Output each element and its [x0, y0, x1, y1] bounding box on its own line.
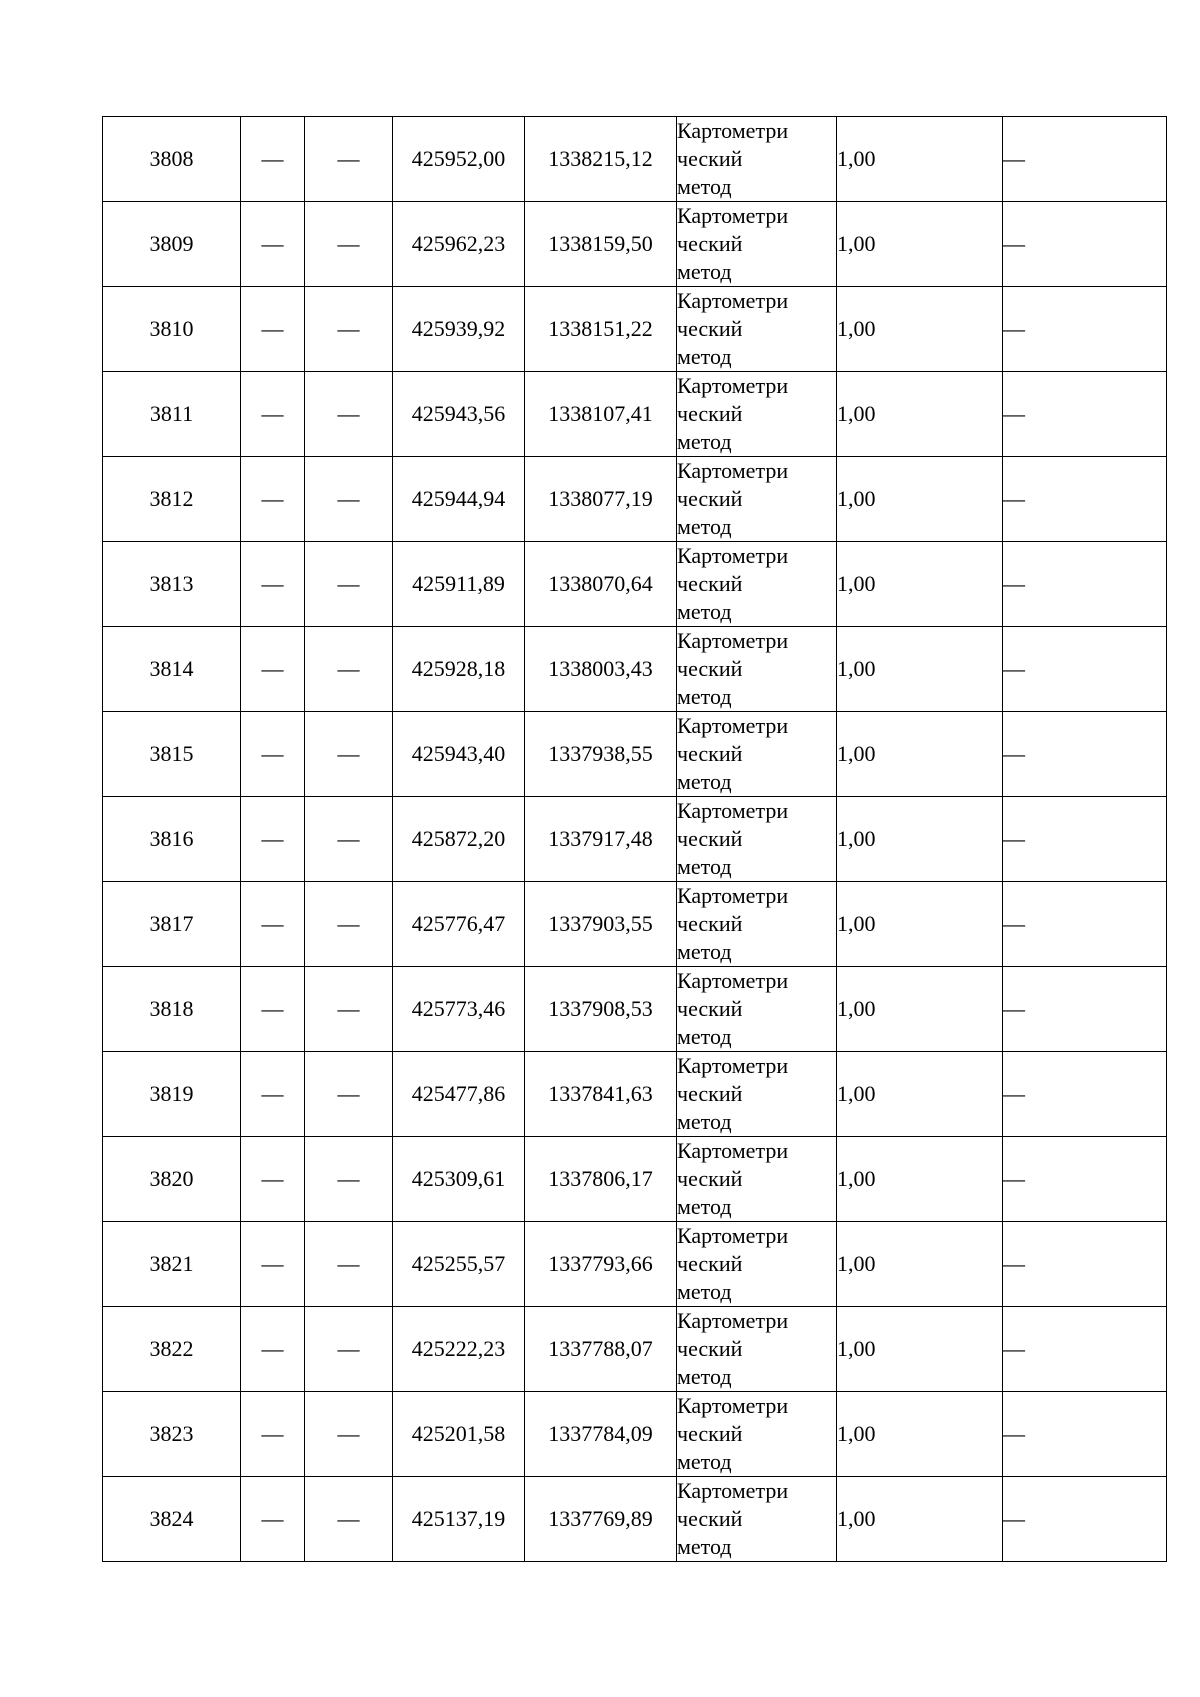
empty-value-text: — [337, 1336, 360, 1361]
y-coordinate-cell [525, 542, 677, 627]
empty-value-text: — [261, 911, 284, 936]
table-row [103, 117, 1167, 202]
empty-value-cell [1003, 1392, 1167, 1477]
empty-value-cell [1003, 1477, 1167, 1562]
x-coordinate-text: 425222,23 [411, 1336, 506, 1361]
method-text: Картометри ческий метод [677, 968, 789, 1049]
empty-value-cell [1003, 202, 1167, 287]
method-text: Картометри ческий метод [677, 713, 789, 794]
accuracy-cell [837, 967, 1003, 1052]
y-coordinate-cell [525, 1137, 677, 1222]
empty-value-text: — [1003, 401, 1025, 426]
method-cell [677, 712, 837, 797]
x-coordinate-cell [393, 1222, 525, 1307]
accuracy-cell [837, 542, 1003, 627]
empty-value-cell [1003, 117, 1167, 202]
x-coordinate-text: 425201,58 [411, 1421, 506, 1446]
empty-value-text: — [337, 741, 360, 766]
empty-value-text: — [261, 1421, 284, 1446]
y-coordinate-text: 1338107,41 [548, 401, 653, 426]
x-coordinate-text: 425911,89 [412, 571, 505, 596]
point-number-cell [103, 627, 241, 712]
empty-value-cell [1003, 882, 1167, 967]
method-cell [677, 1137, 837, 1222]
x-coordinate-text: 425952,00 [411, 146, 506, 171]
y-coordinate-cell [525, 627, 677, 712]
point-number-cell [103, 1477, 241, 1562]
table-row [103, 627, 1167, 712]
table-row [103, 1222, 1167, 1307]
empty-value-text: — [261, 1166, 284, 1191]
empty-value-cell [305, 202, 393, 287]
point-number-cell [103, 1307, 241, 1392]
empty-value-cell [1003, 967, 1167, 1052]
point-number-text: 3816 [149, 826, 194, 851]
table-row [103, 202, 1167, 287]
method-text: Картометри ческий метод [677, 1053, 789, 1134]
y-coordinate-cell [525, 1307, 677, 1392]
empty-value-text: — [337, 1081, 360, 1106]
y-coordinate-text: 1338003,43 [548, 656, 653, 681]
empty-value-cell [305, 1222, 393, 1307]
accuracy-cell [837, 882, 1003, 967]
empty-value-cell [1003, 457, 1167, 542]
x-coordinate-text: 425943,56 [411, 401, 506, 426]
point-number-text: 3824 [149, 1506, 194, 1531]
point-number-text: 3818 [149, 996, 194, 1021]
table-row [103, 287, 1167, 372]
method-cell [677, 1307, 837, 1392]
x-coordinate-cell [393, 202, 525, 287]
empty-value-text: — [261, 1081, 284, 1106]
accuracy-cell [837, 1477, 1003, 1562]
empty-value-text: — [337, 146, 360, 171]
empty-value-cell [305, 797, 393, 882]
method-cell [677, 627, 837, 712]
x-coordinate-text: 425477,86 [411, 1081, 506, 1106]
y-coordinate-text: 1338151,22 [548, 316, 653, 341]
x-coordinate-text: 425255,57 [411, 1251, 506, 1276]
empty-value-cell [1003, 1137, 1167, 1222]
empty-value-cell [305, 457, 393, 542]
y-coordinate-cell [525, 712, 677, 797]
accuracy-cell [837, 797, 1003, 882]
empty-value-text: — [337, 656, 360, 681]
table-row [103, 712, 1167, 797]
point-number-text: 3811 [149, 401, 194, 426]
accuracy-cell [837, 287, 1003, 372]
point-number-cell [103, 1392, 241, 1477]
accuracy-cell [837, 1392, 1003, 1477]
method-cell [677, 1392, 837, 1477]
empty-value-cell [1003, 1052, 1167, 1137]
empty-value-cell [241, 287, 305, 372]
x-coordinate-cell [393, 287, 525, 372]
table-body [103, 117, 1167, 1562]
accuracy-cell [837, 457, 1003, 542]
empty-value-cell [1003, 1222, 1167, 1307]
point-number-cell [103, 967, 241, 1052]
point-number-cell [103, 1052, 241, 1137]
method-cell [677, 967, 837, 1052]
point-number-text: 3814 [149, 656, 194, 681]
method-text: Картометри ческий метод [677, 1138, 789, 1219]
empty-value-cell [1003, 1307, 1167, 1392]
x-coordinate-cell [393, 1307, 525, 1392]
point-number-text: 3820 [149, 1166, 194, 1191]
accuracy-cell [837, 117, 1003, 202]
y-coordinate-cell [525, 117, 677, 202]
point-number-text: 3815 [149, 741, 194, 766]
x-coordinate-text: 425137,19 [411, 1506, 506, 1531]
empty-value-cell [305, 1477, 393, 1562]
method-text: Картометри ческий метод [677, 288, 789, 369]
empty-value-text: — [1003, 571, 1025, 596]
x-coordinate-cell [393, 797, 525, 882]
empty-value-text: — [261, 656, 284, 681]
y-coordinate-cell [525, 1477, 677, 1562]
table-row [103, 1392, 1167, 1477]
empty-value-text: — [337, 316, 360, 341]
empty-value-text: — [1003, 1336, 1025, 1361]
empty-value-text: — [337, 996, 360, 1021]
empty-value-cell [1003, 712, 1167, 797]
accuracy-cell [837, 627, 1003, 712]
empty-value-text: — [261, 1336, 284, 1361]
x-coordinate-cell [393, 967, 525, 1052]
method-cell [677, 1052, 837, 1137]
empty-value-text: — [337, 1251, 360, 1276]
empty-value-text: — [337, 401, 360, 426]
empty-value-text: — [261, 741, 284, 766]
y-coordinate-cell [525, 797, 677, 882]
point-number-cell [103, 1222, 241, 1307]
x-coordinate-text: 425309,61 [411, 1166, 506, 1191]
x-coordinate-text: 425928,18 [411, 656, 506, 681]
accuracy-text: 1,00 [837, 486, 876, 511]
empty-value-text: — [1003, 996, 1025, 1021]
empty-value-cell [1003, 542, 1167, 627]
empty-value-text: — [1003, 1251, 1025, 1276]
y-coordinate-text: 1337841,63 [548, 1081, 653, 1106]
empty-value-cell [305, 117, 393, 202]
accuracy-text: 1,00 [837, 741, 876, 766]
empty-value-cell [241, 1307, 305, 1392]
accuracy-text: 1,00 [837, 1421, 876, 1446]
empty-value-text: — [1003, 1081, 1025, 1106]
y-coordinate-text: 1337769,89 [548, 1506, 653, 1531]
coordinates-table [102, 116, 1167, 1562]
accuracy-text: 1,00 [837, 1506, 876, 1531]
accuracy-text: 1,00 [837, 571, 876, 596]
table-row [103, 967, 1167, 1052]
empty-value-cell [1003, 797, 1167, 882]
method-cell [677, 1222, 837, 1307]
method-text: Картометри ческий метод [677, 1393, 789, 1474]
empty-value-cell [241, 797, 305, 882]
x-coordinate-cell [393, 1392, 525, 1477]
method-text: Картометри ческий метод [677, 628, 789, 709]
x-coordinate-text: 425944,94 [411, 486, 506, 511]
point-number-text: 3822 [149, 1336, 194, 1361]
accuracy-cell [837, 1307, 1003, 1392]
y-coordinate-cell [525, 1222, 677, 1307]
method-text: Картометри ческий метод [677, 458, 789, 539]
point-number-cell [103, 457, 241, 542]
empty-value-cell [241, 1137, 305, 1222]
point-number-text: 3819 [149, 1081, 194, 1106]
y-coordinate-cell [525, 202, 677, 287]
x-coordinate-text: 425776,47 [411, 911, 506, 936]
empty-value-text: — [1003, 231, 1025, 256]
method-text: Картометри ческий метод [677, 1223, 789, 1304]
point-number-cell [103, 882, 241, 967]
y-coordinate-cell [525, 372, 677, 457]
method-cell [677, 287, 837, 372]
empty-value-text: — [261, 231, 284, 256]
y-coordinate-text: 1337903,55 [548, 911, 653, 936]
empty-value-cell [305, 967, 393, 1052]
x-coordinate-cell [393, 372, 525, 457]
point-number-text: 3821 [149, 1251, 194, 1276]
y-coordinate-text: 1337788,07 [548, 1336, 653, 1361]
empty-value-cell [241, 1477, 305, 1562]
empty-value-text: — [1003, 486, 1025, 511]
accuracy-text: 1,00 [837, 911, 876, 936]
y-coordinate-cell [525, 1052, 677, 1137]
accuracy-text: 1,00 [837, 996, 876, 1021]
point-number-text: 3809 [149, 231, 194, 256]
accuracy-cell [837, 1052, 1003, 1137]
point-number-text: 3810 [149, 316, 194, 341]
accuracy-text: 1,00 [837, 1081, 876, 1106]
empty-value-cell [1003, 287, 1167, 372]
empty-value-cell [241, 1052, 305, 1137]
empty-value-cell [305, 1392, 393, 1477]
x-coordinate-cell [393, 1052, 525, 1137]
point-number-text: 3812 [149, 486, 194, 511]
y-coordinate-text: 1338070,64 [548, 571, 653, 596]
y-coordinate-text: 1337806,17 [548, 1166, 653, 1191]
x-coordinate-cell [393, 627, 525, 712]
method-cell [677, 1477, 837, 1562]
table-row [103, 1307, 1167, 1392]
method-cell [677, 202, 837, 287]
table-row [103, 1137, 1167, 1222]
x-coordinate-text: 425939,92 [411, 316, 506, 341]
point-number-text: 3823 [149, 1421, 194, 1446]
empty-value-cell [241, 202, 305, 287]
empty-value-text: — [1003, 316, 1025, 341]
accuracy-cell [837, 1137, 1003, 1222]
empty-value-text: — [337, 826, 360, 851]
table-row [103, 457, 1167, 542]
empty-value-text: — [1003, 741, 1025, 766]
method-cell [677, 372, 837, 457]
empty-value-cell [241, 967, 305, 1052]
point-number-cell [103, 542, 241, 627]
point-number-text: 3817 [149, 911, 194, 936]
accuracy-text: 1,00 [837, 1336, 876, 1361]
method-text: Картометри ческий метод [677, 798, 789, 879]
empty-value-text: — [1003, 656, 1025, 681]
empty-value-text: — [261, 146, 284, 171]
empty-value-text: — [261, 316, 284, 341]
empty-value-cell [241, 1222, 305, 1307]
empty-value-text: — [1003, 911, 1025, 936]
accuracy-text: 1,00 [837, 1166, 876, 1191]
x-coordinate-cell [393, 712, 525, 797]
empty-value-cell [1003, 372, 1167, 457]
accuracy-text: 1,00 [837, 826, 876, 851]
method-text: Картометри ческий метод [677, 1478, 789, 1559]
y-coordinate-text: 1338215,12 [548, 146, 653, 171]
empty-value-cell [241, 457, 305, 542]
accuracy-text: 1,00 [837, 231, 876, 256]
method-cell [677, 542, 837, 627]
y-coordinate-text: 1338077,19 [548, 486, 653, 511]
empty-value-text: — [261, 1506, 284, 1531]
empty-value-text: — [337, 486, 360, 511]
point-number-text: 3808 [149, 146, 194, 171]
empty-value-cell [241, 1392, 305, 1477]
empty-value-cell [241, 542, 305, 627]
empty-value-cell [241, 712, 305, 797]
empty-value-text: — [337, 1421, 360, 1446]
empty-value-cell [241, 372, 305, 457]
table-row [103, 1052, 1167, 1137]
x-coordinate-cell [393, 882, 525, 967]
method-text: Картометри ческий метод [677, 543, 789, 624]
accuracy-text: 1,00 [837, 146, 876, 171]
point-number-cell [103, 287, 241, 372]
x-coordinate-cell [393, 457, 525, 542]
x-coordinate-text: 425943,40 [411, 741, 506, 766]
method-text: Картометри ческий метод [677, 1308, 789, 1389]
empty-value-cell [305, 542, 393, 627]
empty-value-cell [241, 117, 305, 202]
x-coordinate-cell [393, 542, 525, 627]
y-coordinate-text: 1337784,09 [548, 1421, 653, 1446]
empty-value-text: — [337, 231, 360, 256]
empty-value-cell [305, 882, 393, 967]
point-number-cell [103, 712, 241, 797]
empty-value-text: — [337, 911, 360, 936]
table-row [103, 542, 1167, 627]
method-text: Картометри ческий метод [677, 203, 789, 284]
empty-value-text: — [1003, 146, 1025, 171]
empty-value-text: — [337, 571, 360, 596]
empty-value-cell [305, 287, 393, 372]
empty-value-text: — [261, 1251, 284, 1276]
x-coordinate-cell [393, 1137, 525, 1222]
empty-value-text: — [261, 486, 284, 511]
empty-value-text: — [337, 1506, 360, 1531]
empty-value-text: — [261, 996, 284, 1021]
y-coordinate-text: 1338159,50 [548, 231, 653, 256]
method-text: Картометри ческий метод [677, 883, 789, 964]
table-row [103, 882, 1167, 967]
point-number-cell [103, 1137, 241, 1222]
y-coordinate-text: 1337793,66 [548, 1251, 653, 1276]
method-text: Картометри ческий метод [677, 373, 789, 454]
empty-value-text: — [337, 1166, 360, 1191]
empty-value-text: — [261, 826, 284, 851]
accuracy-cell [837, 712, 1003, 797]
method-cell [677, 882, 837, 967]
accuracy-cell [837, 372, 1003, 457]
empty-value-cell [1003, 627, 1167, 712]
empty-value-cell [305, 1307, 393, 1392]
point-number-text: 3813 [149, 571, 194, 596]
y-coordinate-text: 1337908,53 [548, 996, 653, 1021]
method-cell [677, 457, 837, 542]
table-row [103, 797, 1167, 882]
accuracy-text: 1,00 [837, 401, 876, 426]
empty-value-cell [305, 1052, 393, 1137]
empty-value-text: — [1003, 826, 1025, 851]
empty-value-cell [305, 372, 393, 457]
y-coordinate-text: 1337917,48 [548, 826, 653, 851]
table-row [103, 372, 1167, 457]
empty-value-cell [241, 627, 305, 712]
empty-value-cell [305, 712, 393, 797]
empty-value-text: — [1003, 1506, 1025, 1531]
y-coordinate-cell [525, 882, 677, 967]
x-coordinate-cell [393, 117, 525, 202]
method-text: Картометри ческий метод [677, 118, 789, 199]
x-coordinate-text: 425872,20 [411, 826, 506, 851]
method-cell [677, 117, 837, 202]
accuracy-text: 1,00 [837, 656, 876, 681]
x-coordinate-text: 425962,23 [411, 231, 506, 256]
y-coordinate-cell [525, 457, 677, 542]
x-coordinate-text: 425773,46 [411, 996, 506, 1021]
method-cell [677, 797, 837, 882]
point-number-cell [103, 797, 241, 882]
empty-value-cell [305, 627, 393, 712]
empty-value-cell [241, 882, 305, 967]
y-coordinate-cell [525, 1392, 677, 1477]
y-coordinate-text: 1337938,55 [548, 741, 653, 766]
point-number-cell [103, 202, 241, 287]
y-coordinate-cell [525, 967, 677, 1052]
accuracy-cell [837, 202, 1003, 287]
empty-value-text: — [261, 571, 284, 596]
empty-value-text: — [1003, 1166, 1025, 1191]
point-number-cell [103, 372, 241, 457]
accuracy-text: 1,00 [837, 1251, 876, 1276]
accuracy-cell [837, 1222, 1003, 1307]
point-number-cell [103, 117, 241, 202]
empty-value-cell [305, 1137, 393, 1222]
empty-value-text: — [1003, 1421, 1025, 1446]
accuracy-text: 1,00 [837, 316, 876, 341]
empty-value-text: — [261, 401, 284, 426]
x-coordinate-cell [393, 1477, 525, 1562]
table-row [103, 1477, 1167, 1562]
y-coordinate-cell [525, 287, 677, 372]
